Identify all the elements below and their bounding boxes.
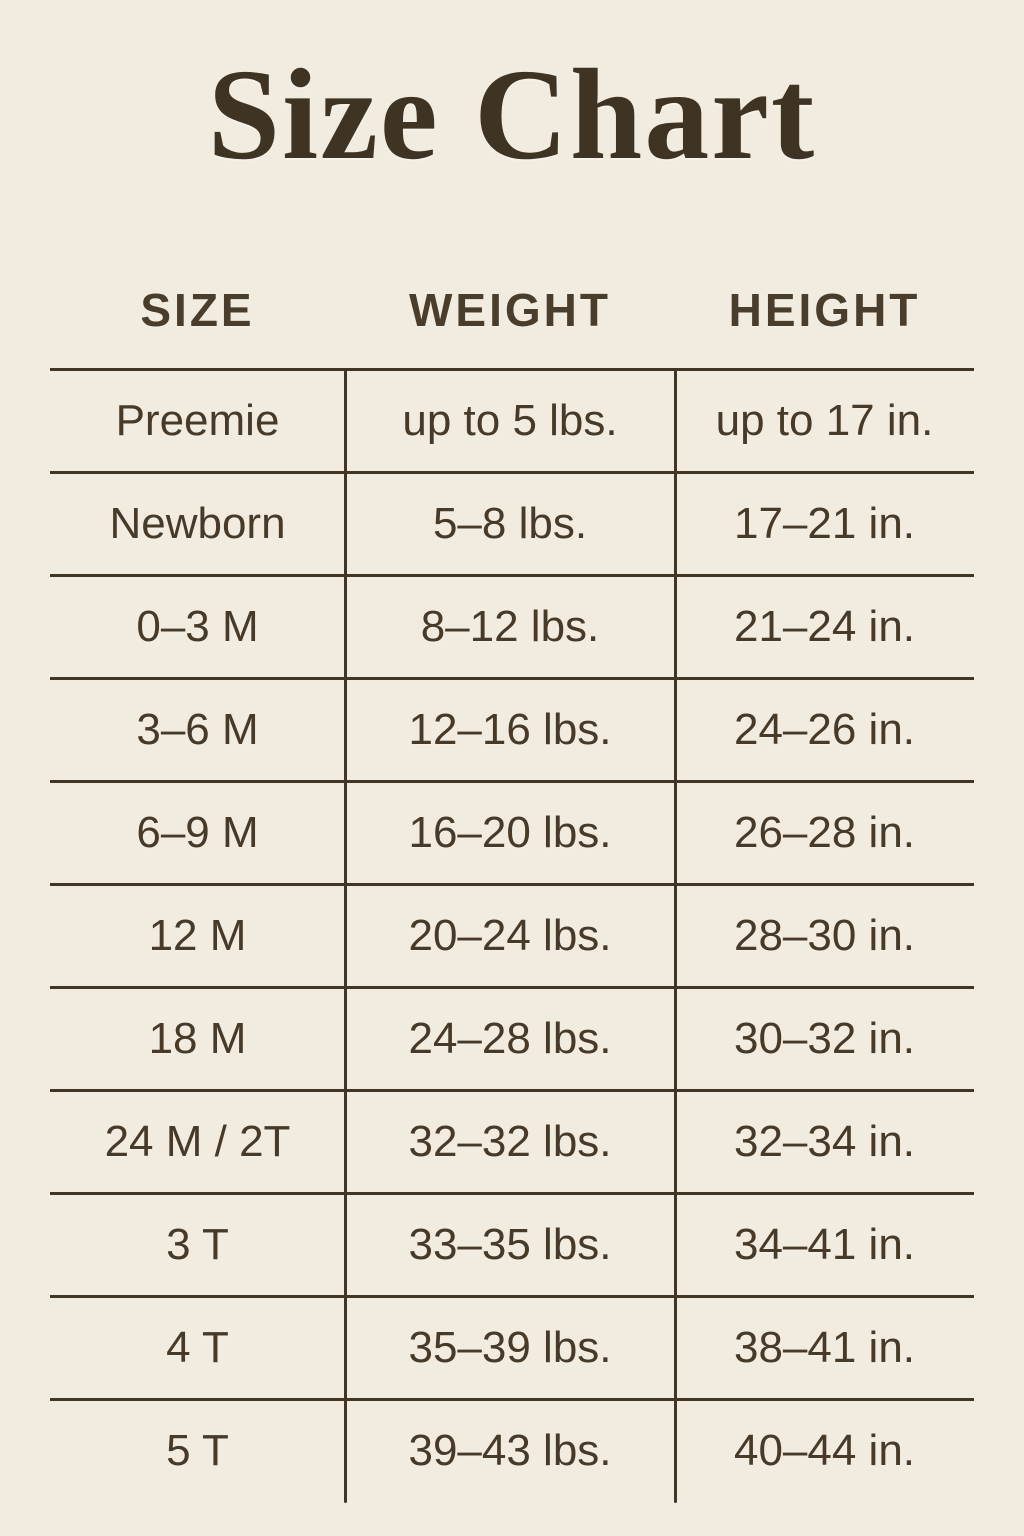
column-header-height: HEIGHT bbox=[728, 284, 921, 336]
weight-cell: 12–16 lbs. bbox=[408, 705, 612, 754]
height-cell: 26–28 in. bbox=[733, 808, 916, 857]
table-row bbox=[50, 780, 974, 883]
height-cell: up to 17 in. bbox=[715, 396, 934, 445]
table-row bbox=[50, 574, 974, 677]
page-title: Size Chart bbox=[207, 43, 817, 187]
size-cell: 3 T bbox=[166, 1220, 229, 1269]
weight-cell: 33–35 lbs. bbox=[408, 1220, 612, 1269]
column-header-weight: WEIGHT bbox=[409, 284, 611, 336]
table-row bbox=[50, 1192, 974, 1295]
column-header-size: SIZE bbox=[140, 284, 255, 336]
size-cell: 5 T bbox=[166, 1426, 229, 1475]
table-row bbox=[50, 471, 974, 574]
table-header-row bbox=[50, 280, 974, 340]
size-cell: 4 T bbox=[166, 1323, 229, 1372]
size-cell: Preemie bbox=[115, 396, 280, 445]
size-cell: 12 M bbox=[148, 911, 247, 960]
weight-cell: 20–24 lbs. bbox=[408, 911, 612, 960]
table-row bbox=[50, 1398, 974, 1501]
size-cell: 0–3 M bbox=[136, 602, 259, 651]
weight-cell: 8–12 lbs. bbox=[420, 602, 600, 651]
size-cell: 6–9 M bbox=[136, 808, 259, 857]
table-row bbox=[50, 883, 974, 986]
height-cell: 38–41 in. bbox=[733, 1323, 916, 1372]
weight-cell: 35–39 lbs. bbox=[408, 1323, 612, 1372]
size-cell: 3–6 M bbox=[136, 705, 259, 754]
table-row bbox=[50, 677, 974, 780]
weight-cell: 39–43 lbs. bbox=[408, 1426, 612, 1475]
table-row bbox=[50, 1089, 974, 1192]
height-cell: 21–24 in. bbox=[733, 602, 916, 651]
height-cell: 30–32 in. bbox=[733, 1014, 916, 1063]
height-cell: 24–26 in. bbox=[733, 705, 916, 754]
height-cell: 40–44 in. bbox=[733, 1426, 916, 1475]
table-row bbox=[50, 1295, 974, 1398]
weight-cell: 16–20 lbs. bbox=[408, 808, 612, 857]
height-cell: 34–41 in. bbox=[733, 1220, 916, 1269]
weight-cell: up to 5 lbs. bbox=[402, 396, 618, 445]
table-row bbox=[50, 986, 974, 1089]
weight-cell: 24–28 lbs. bbox=[408, 1014, 612, 1063]
weight-cell: 5–8 lbs. bbox=[432, 499, 588, 548]
size-cell: Newborn bbox=[109, 499, 286, 548]
weight-cell: 32–32 lbs. bbox=[408, 1117, 612, 1166]
column-divider bbox=[344, 370, 347, 1503]
size-cell: 18 M bbox=[148, 1014, 247, 1063]
size-table bbox=[50, 368, 974, 1501]
height-cell: 17–21 in. bbox=[733, 499, 916, 548]
height-cell: 28–30 in. bbox=[733, 911, 916, 960]
table-row bbox=[50, 368, 974, 471]
column-divider bbox=[674, 370, 677, 1503]
size-cell: 24 M / 2T bbox=[104, 1117, 291, 1166]
height-cell: 32–34 in. bbox=[733, 1117, 916, 1166]
